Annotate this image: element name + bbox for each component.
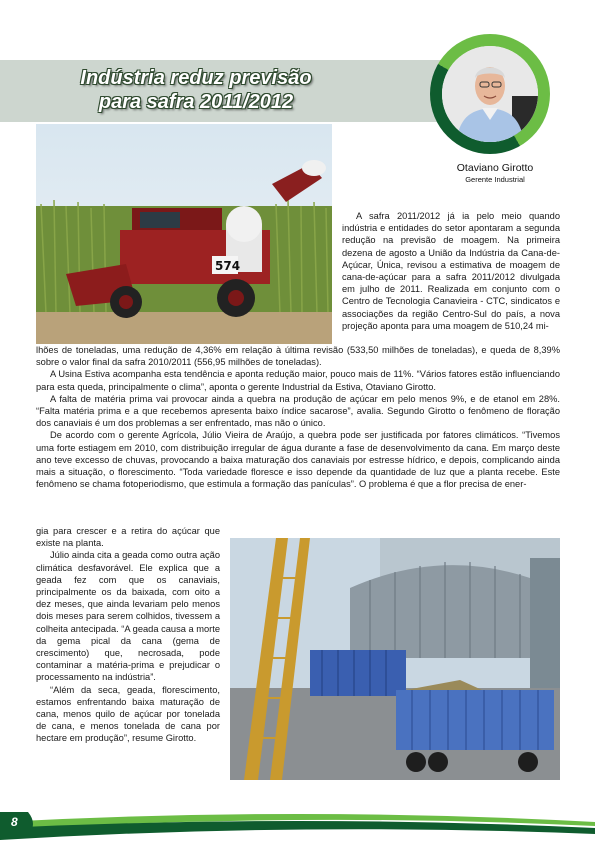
harvester-photo	[36, 124, 332, 344]
portrait-photo	[442, 46, 538, 142]
portrait-role: Gerente Industrial	[465, 175, 525, 184]
page-number: 8	[11, 815, 18, 829]
full-width-text	[36, 344, 560, 490]
paragraph-5: Júlio ainda cita a geada como outra ação climática desfavorável. Ele explica que a geada fez com que os canaviais, principalmente os da baixada, com oito a dez meses, que ainda levariam pelo menos dois meses para serem colhidos, tivessem a colheita antecipada. “A geada causa a morte da gema pical da cana (gema de crescimento) que, necrosada, pode contaminar a matéria-prima e prejudicar o processamento na indústria”.	[36, 550, 220, 683]
intro-continuation: lhões de toneladas, uma redução de 4,36% em relação à última revisão (533,50 milhões de toneladas), e queda de 8,39% sobre o valor final da safra 2010/2011 (556,95 milhões de toneladas).	[36, 345, 560, 368]
left-column	[36, 525, 220, 745]
title-line-1: Indústria reduz previsão	[80, 67, 312, 89]
paragraph-2: A Usina Estiva acompanha esta tendência e aponta redução maior, pouco mais de 11%. “Vários fatores estão influenciando para esta queda, principalmente o clima”, aponta o gerente Industrial da Estiva, Otaviano Girotto.	[36, 369, 560, 392]
industry-photo	[230, 538, 560, 780]
paragraph-6: “Além da seca, geada, florescimento, estamos enfrentando baixa maturação de cana, menos quilo de açúcar por tonelada de cana, e menos tonelada de cana por hectare em produção”, resume Girotto.	[36, 684, 220, 744]
paragraph-4: De acordo com o gerente Agrícola, Júlio Vieira de Araújo, a quebra pode ser justificada por fatores climáticos. “Tivemos uma forte estiagem em 2010, com distribuição irregular de água durante a fase de desenvolvimento da cana. Em março deste ano teve excesso de chuvas, provocando a baixa maturação dos canaviais por estresse hídrico, e depois, complicando ainda mais a situação, o florescimento. “Toda variedade floresce e isso depende da quantidade de luz que a planta recebe. Este fenômeno se chama fotoperiodismo, que estimula a formação das panículas”. O problema é que a flor precisa de ener-	[36, 430, 560, 490]
article-title	[46, 66, 346, 114]
intro-paragraph: A safra 2011/2012 já ia pelo meio quando indústria e entidades do setor apontaram a segunda redução na previsão de moagem. Na primeira dezena de agosto a União da Indústria da Cana-de-Açúcar, Única, revisou a estimativa de moagem de cana-de-açúcar para a safra 2011/2012 divulgada em julho de 2011. Realizada em conjunto com o Centro de Tecnologia Canavieira - CTC, sindicatos e associações da região Centro-Sul do país, a nova projeção aponta para uma moagem de 510,24 mi-	[342, 211, 560, 331]
harvester-number: 574	[215, 259, 241, 273]
title-line-2: para safra 2011/2012	[98, 91, 294, 113]
footer-swoosh	[0, 800, 595, 842]
paragraph-4-continuation: gia para crescer e a retira do açúcar que existe na planta.	[36, 526, 220, 549]
intro-column	[342, 210, 560, 332]
portrait-emblem	[430, 34, 550, 154]
paragraph-3: A falta de matéria prima vai provocar ainda a quebra na produção de açúcar em pelo menos 9%, e de etanol em 28%. “Falta matéria prima e a que recebemos apresenta baixo índice sacarose”, avalia. Segundo Girotto o fenômeno de floração dos canaviais é um dos problemas a ser enfrentado, mas não o único.	[36, 393, 560, 429]
portrait-name: Otaviano Girotto	[456, 162, 534, 174]
